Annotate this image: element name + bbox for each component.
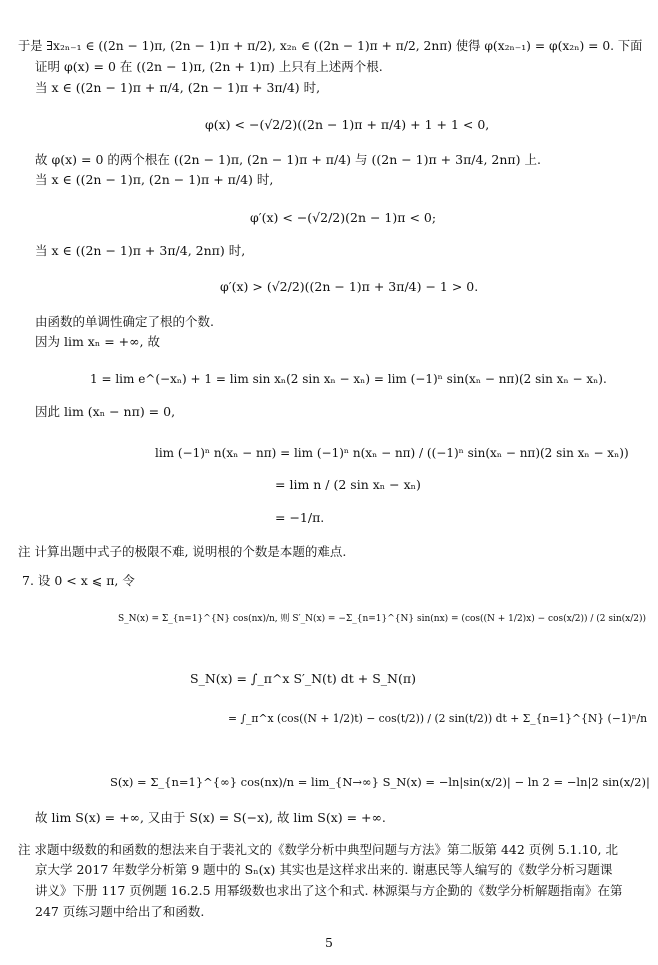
- text-line-14: 京大学 2017 年数学分析第 9 题中的 Sₙ(x) 其实也是这样求出来的. 谢惠民等人编写的《数学分析习题课: [35, 862, 613, 877]
- text-line-5: 当 x ∈ ((2n − 1)π, (2n − 1)π + π/4) 时,: [35, 172, 274, 187]
- equation-S-closed-form: S(x) = Σ_{n=1}^{∞} cos(nx)/n = lim_{N→∞} S_N(x) = −ln|sin(x/2)| − ln 2 = −ln|2 sin(x/2)|: [110, 775, 650, 789]
- text-line-15: 讲义》下册 117 页例题 16.2.5 用幂级数也求出了这个和式. 林源渠与方企勤的《数学分析解题指南》在第: [35, 883, 623, 898]
- equation-phi-prime-neg: φ′(x) < −(√2/2)(2n − 1)π < 0;: [250, 210, 437, 225]
- equation-SN-integral-1: S_N(x) = ∫_π^x S′_N(t) dt + S_N(π): [190, 671, 416, 686]
- text-line-11: 7. 设 0 < x ⩽ π, 令: [22, 573, 135, 588]
- text-line-2: 证明 φ(x) = 0 在 ((2n − 1)π, (2n + 1)π) 上只有上述两个根.: [35, 59, 383, 74]
- equation-SN-integral-2: = ∫_π^x (cos((N + 1/2)t) − cos(t/2)) / (2 sin(t/2)) dt + Σ_{n=1}^{N} (−1)ⁿ/n: [228, 712, 647, 725]
- text-line-13: 注 求题中级数的和函数的想法来自于裴礼文的《数学分析中典型问题与方法》第二版第 442 页例 5.1.10, 北: [18, 842, 618, 857]
- text-line-10: 注 计算出题中式子的极限不难, 说明根的个数是本题的难点.: [18, 544, 347, 559]
- text-line-6: 当 x ∈ ((2n − 1)π + 3π/4, 2nπ) 时,: [35, 243, 246, 258]
- equation-limit-identity: 1 = lim e^(−xₙ) + 1 = lim sin xₙ(2 sin xₙ − xₙ) = lim (−1)ⁿ sin(xₙ − nπ)(2 sin xₙ − xₙ).: [90, 372, 607, 386]
- page-number: 5: [325, 935, 333, 950]
- equation-limit-line-1: lim (−1)ⁿ n(xₙ − nπ) = lim (−1)ⁿ n(xₙ − nπ) / ((−1)ⁿ sin(xₙ − nπ)(2 sin xₙ − xₙ)): [155, 446, 629, 460]
- equation-limit-line-3: = −1/π.: [275, 510, 325, 525]
- equation-limit-line-2: = lim n / (2 sin xₙ − xₙ): [275, 477, 421, 492]
- text-line-3: 当 x ∈ ((2n − 1)π + π/4, (2n − 1)π + 3π/4) 时,: [35, 80, 321, 95]
- text-line-7: 由函数的单调性确定了根的个数.: [35, 314, 214, 329]
- equation-SN-def: S_N(x) = Σ_{n=1}^{N} cos(nx)/n, 则 S′_N(x) = −Σ_{n=1}^{N} sin(nx) = (cos((N + 1/2)x) − cos(x/2)) / (2 sin(x/2)): [118, 614, 646, 624]
- text-line-8: 因为 lim xₙ = +∞, 故: [35, 334, 161, 349]
- text-line-4: 故 φ(x) = 0 的两个根在 ((2n − 1)π, (2n − 1)π + π/4) 与 ((2n − 1)π + 3π/4, 2nπ) 上.: [35, 152, 541, 167]
- equation-phi-prime-pos: φ′(x) > (√2/2)((2n − 1)π + 3π/4) − 1 > 0.: [220, 279, 479, 294]
- text-line-9: 因此 lim (xₙ − nπ) = 0,: [35, 404, 176, 419]
- equation-phi-bound: φ(x) < −(√2/2)((2n − 1)π + π/4) + 1 + 1 < 0,: [205, 117, 490, 132]
- text-line-1: 于是 ∃x₂ₙ₋₁ ∈ ((2n − 1)π, (2n − 1)π + π/2), x₂ₙ ∈ ((2n − 1)π + π/2, 2nπ) 使得 φ(x₂ₙ₋₁) = φ(x₂ₙ) = 0. 下面: [18, 39, 643, 53]
- text-line-12: 故 lim S(x) = +∞, 又由于 S(x) = S(−x), 故 lim S(x) = +∞.: [35, 810, 386, 825]
- text-line-16: 247 页练习题中给出了和函数.: [35, 904, 205, 919]
